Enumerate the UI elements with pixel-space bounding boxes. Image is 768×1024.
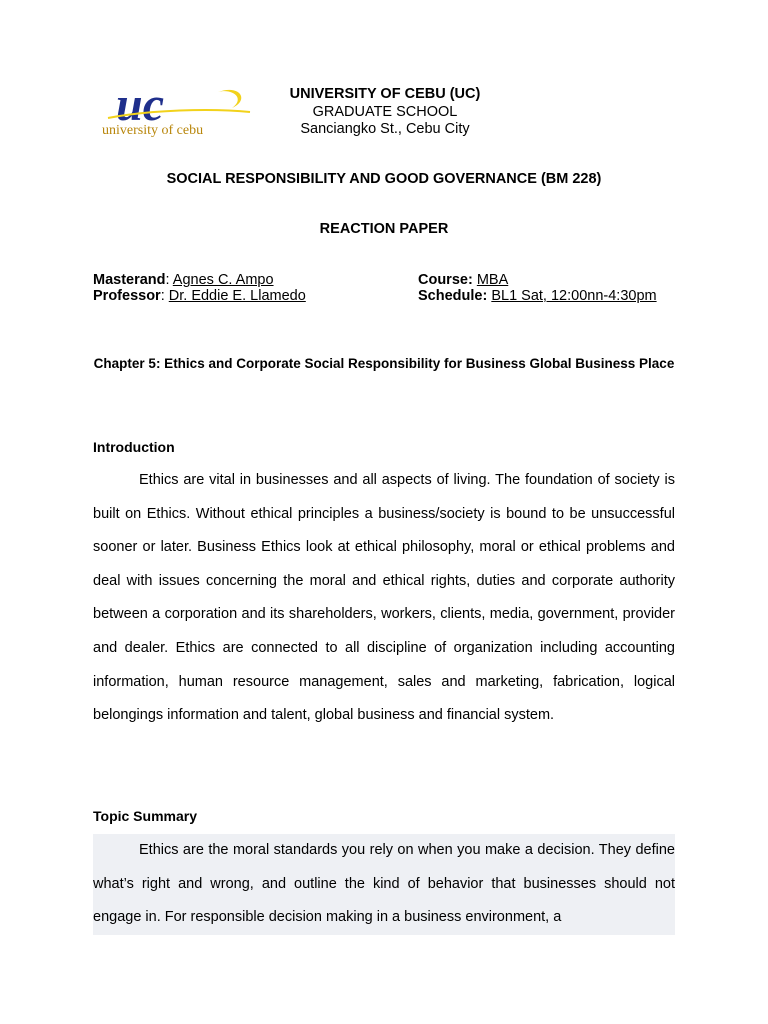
paper-type: REACTION PAPER [319,221,449,237]
topic-summary-heading: Topic Summary [93,808,197,824]
logo-letters: uc [116,82,164,131]
schedule-label: Schedule: [418,288,488,304]
school-name: GRADUATE SCHOOL [312,104,458,120]
course-value: MBA [476,272,509,288]
masterand-line: Masterand: Agnes C. Ampo [93,272,274,288]
chapter-title: Chapter 5: Ethics and Corporate Social Responsibility for Business Global Business Place [93,356,675,371]
masterand-label: Masterand [93,272,166,288]
professor-value: Dr. Eddie E. Llamedo [168,288,306,304]
logo-wordmark: university of cebu [102,123,204,138]
professor-line: Professor: Dr. Eddie E. Llamedo [93,288,306,304]
schedule-line [418,288,657,304]
school-address: Sanciangko St., Cebu City [300,121,470,137]
course-title: SOCIAL RESPONSIBILITY AND GOOD GOVERNANCE (BM 228) [166,171,602,187]
course-label: Course: [418,272,473,288]
university-name: UNIVERSITY OF CEBU (UC) [289,86,481,102]
introduction-body: Ethics are vital in businesses and all aspects of living. The foundation of society is built on Ethics. Without ethical principles a business/society is bound to be unsuccessful sooner or later. Business Ethics look at ethical philosophy, moral or ethical problems and deal with issues concerning the moral and ethical rights, duties and corporate authority between a corporation and its shareholders, workers, clients, media, government, provider and dealer. Ethics are connected to all discipline of organization including accounting information, human resource management, sales and marketing, fabrication, logical belongings information and talent, global business and financial system. [93,472,675,724]
masterand-value: Agnes C. Ampo [172,272,274,288]
schedule-value: BL1 Sat, 12:00nn-4:30pm [491,288,657,304]
professor-label: Professor [93,288,161,304]
topic-summary-body: Ethics are the moral standards you rely on when you make a decision. They define what’s right and wrong, and outline the kind of behavior that businesses should not engage in. For responsible decision making in a business environment, a [93,834,675,935]
course-line [418,272,508,288]
introduction-heading: Introduction [93,439,175,455]
